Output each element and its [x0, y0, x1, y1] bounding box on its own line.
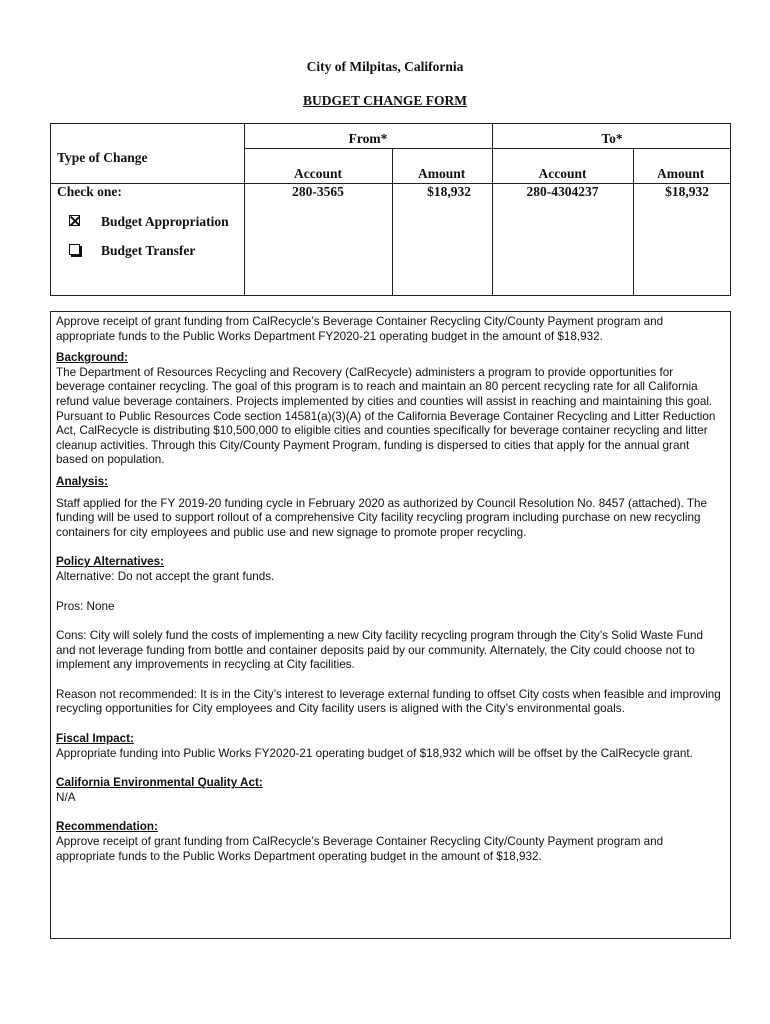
- analysis-heading: Analysis:: [56, 474, 108, 488]
- background-paragraph: The Department of Resources Recycling and Recovery (CalRecycle) administers a program to provide opportunities for beverage container recycling. The goal of this program is to reach and maintain an 80 percent recycling rate for all California refund value beverage containers. Projects implemented by cities and counties will assist in reaching and maintaining this goal. Pursuant to Public Resources Code section 14581(a)(3)(A) of the California Beverage Container Recycling and Litter Reduction Act, CalRecycle is distributing $10,500,000 to eligible cities and counties specifically for beverage container recycling and litter cleanup activities. Through this City/County Payment Program, funding is dispersed to cities that apply for the annual grant based on population.: [56, 365, 716, 467]
- to-amount-value: $18,932: [665, 184, 709, 199]
- from-header: From*: [348, 131, 388, 146]
- budget-transfer-checkbox[interactable]: [69, 244, 80, 255]
- intro-paragraph: Approve receipt of grant funding from CalRecycle’s Beverage Container Recycling City/County Payment program and appropriate funds to the Public Works Department FY2020-21 operating budget in the amount of $18,932.: [56, 315, 664, 343]
- background-heading: Background:: [56, 351, 129, 365]
- cons-text: Cons: City will solely fund the costs of implementing a new City facility recycling program through the City’s Solid Waste Fund and not leverage funding from bottle and container deposits paid by our community. Alternately, the City could choose not to implement any improvements in recycling at City facilities.: [56, 629, 703, 672]
- check-one-label: Check one:: [57, 184, 122, 199]
- table-divider: [633, 148, 634, 295]
- fiscal-impact-paragraph: Appropriate funding into Public Works FY2020-21 operating budget of $18,932 which will be offset by the CalRecycle grant.: [56, 746, 693, 760]
- budget-change-table: [50, 123, 731, 296]
- reason-text: Reason not recommended: It is in the City’s interest to leverage external funding to offset City costs when feasible and improving recycling opportunities for City employees and City facility users is aligned with the City’s environmental goals.: [56, 687, 721, 716]
- policy-alternatives-heading: Policy Alternatives:: [56, 555, 165, 569]
- recommendation-heading: Recommendation:: [56, 820, 158, 834]
- form-title: BUDGET CHANGE FORM: [302, 93, 467, 108]
- to-account-value: 280-4304237: [526, 184, 599, 199]
- to-header: To*: [601, 131, 623, 146]
- table-divider: [244, 148, 730, 149]
- analysis-paragraph: Staff applied for the FY 2019-20 funding cycle in February 2020 as authorized by Council Resolution No. 8457 (attached). The funding will be used to support rollout of a comprehensive City facility recycling program including purchase on new recycling containers for city employees and public use and new signage to promote proper recycling.: [56, 496, 708, 539]
- budget-appropriation-checkbox[interactable]: [69, 215, 80, 226]
- table-divider: [244, 124, 245, 295]
- policy-alternative: Alternative: Do not accept the grant funds.: [56, 569, 275, 583]
- from-amount-header: Amount: [418, 166, 466, 181]
- from-account-header: Account: [294, 166, 342, 181]
- pros-text: Pros: None: [56, 599, 115, 613]
- city-title: City of Milpitas, California: [306, 59, 464, 74]
- from-account-value: 280-3565: [292, 184, 344, 199]
- ceqa-text: N/A: [56, 790, 76, 804]
- table-divider: [492, 124, 493, 295]
- table-divider: [392, 148, 393, 295]
- ceqa-heading: California Environmental Quality Act:: [56, 776, 263, 790]
- budget-appropriation-label: Budget Appropriation: [101, 214, 229, 229]
- fiscal-impact-heading: Fiscal Impact:: [56, 732, 134, 746]
- to-amount-header: Amount: [657, 166, 705, 181]
- to-account-header: Account: [538, 166, 587, 181]
- narrative-box: [50, 311, 731, 939]
- from-amount-value: $18,932: [427, 184, 471, 199]
- budget-transfer-label: Budget Transfer: [101, 243, 196, 258]
- type-of-change-label: Type of Change: [57, 150, 148, 165]
- recommendation-paragraph: Approve receipt of grant funding from CalRecycle’s Beverage Container Recycling City/County Payment program and appropriate funds to the Public Works Department operating budget in the amount of $18,932.: [56, 835, 664, 863]
